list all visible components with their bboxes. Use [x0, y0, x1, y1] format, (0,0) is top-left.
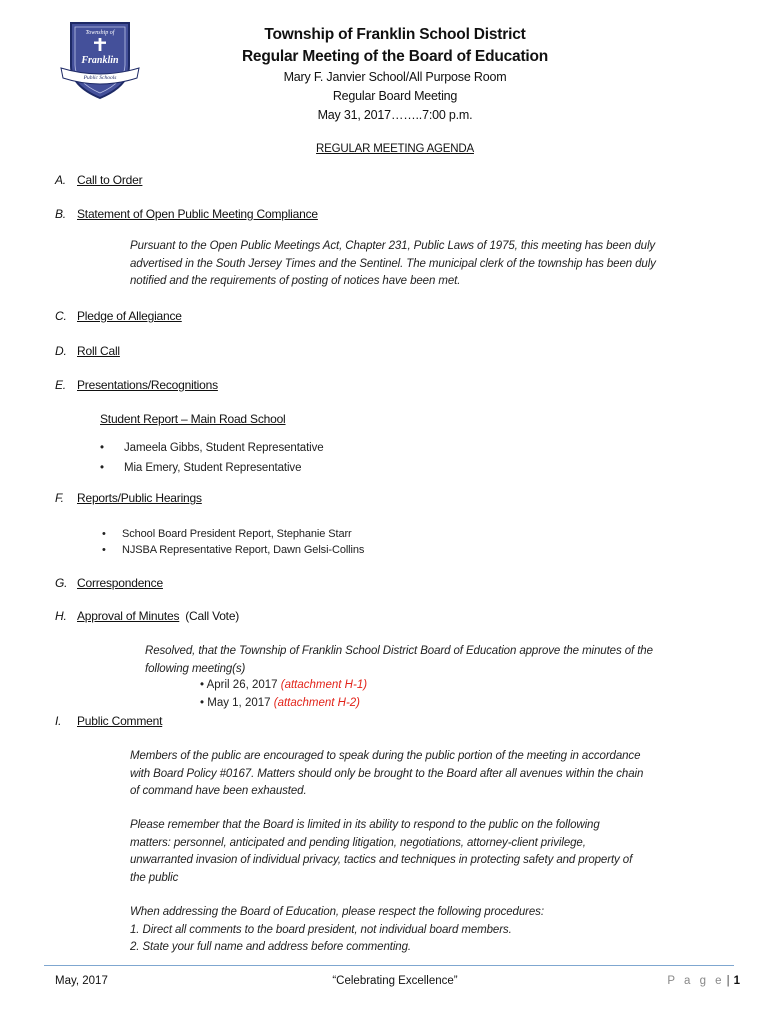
bullet-icon: •	[100, 462, 104, 474]
list-item: • Mia Emery, Student Representative	[100, 462, 302, 474]
section-letter: A.	[55, 173, 66, 187]
page-number: 1	[733, 975, 740, 987]
public-comment-procedures	[130, 904, 544, 957]
section-title: Call to Order	[77, 173, 143, 187]
section-title: Presentations/Recognitions	[77, 378, 218, 392]
list-item: • NJSBA Representative Report, Dawn Gelsi-Collins	[102, 544, 365, 556]
footer-motto: “Celebrating Excellence”	[332, 975, 458, 987]
section-letter: E.	[55, 378, 66, 392]
section-title: Correspondence	[77, 576, 163, 590]
paragraph-line: notified and the requirements of posting of notices have been met.	[130, 275, 461, 287]
bullet-icon: •	[100, 442, 104, 454]
procedures-intro: When addressing the Board of Education, please respect the following procedures:	[130, 906, 544, 918]
section-d-heading	[55, 344, 120, 358]
footer-page-number: P a g e | 1	[667, 975, 740, 987]
procedure-item: 2. State your full name and address before commenting.	[130, 941, 411, 953]
paragraph-line: unwarranted invasion of individual privacy, tactics and techniques in protecting safety and property of	[130, 854, 633, 866]
attachment-link[interactable]: (attachment H-2)	[273, 697, 361, 709]
meeting-date-time: May 31, 2017……..7:00 p.m.	[317, 108, 473, 122]
paragraph-line: Resolved, that the Township of Franklin School District Board of Education approve the minutes of the	[145, 645, 653, 657]
section-title: Reports/Public Hearings	[77, 491, 202, 505]
bullet-icon: •	[102, 544, 106, 556]
section-letter: B.	[55, 207, 66, 221]
minutes-resolution	[145, 643, 653, 678]
section-letter: C.	[55, 309, 67, 323]
compliance-statement	[130, 238, 656, 291]
district-logo	[59, 20, 141, 100]
section-g-heading	[55, 576, 163, 590]
section-e-heading	[55, 378, 218, 392]
paragraph-line: with Board Policy #0167. Matters should only be brought to the Board after all avenues within the chain	[130, 767, 644, 780]
paragraph-line: advertised in the South Jersey Times and the Sentinel. The municipal clerk of the township has been duly	[130, 257, 656, 270]
minutes-date: May 1, 2017	[207, 697, 271, 709]
agenda-title: REGULAR MEETING AGENDA	[316, 143, 474, 155]
section-a-heading	[55, 173, 142, 187]
minutes-item	[200, 697, 360, 709]
section-letter: D.	[55, 344, 67, 358]
minutes-date: April 26, 2017	[206, 679, 278, 691]
page-label: P a g e	[667, 975, 725, 987]
section-h-heading	[55, 609, 239, 623]
procedure-item: 1. Direct all comments to the board president, not individual board members.	[130, 923, 512, 936]
meeting-location: Mary F. Janvier School/All Purpose Room	[283, 70, 507, 84]
paragraph-line: Pursuant to the Open Public Meetings Act, Chapter 231, Public Laws of 1975, this meeting has been duly	[130, 240, 656, 252]
section-letter: F.	[55, 491, 64, 505]
section-title: Roll Call	[77, 344, 120, 358]
logo-name: Franklin	[81, 55, 119, 66]
paragraph-line: following meeting(s)	[145, 662, 246, 675]
section-letter: H.	[55, 609, 67, 623]
public-comment-limits	[130, 817, 632, 887]
logo-top-text: Township of	[85, 30, 115, 36]
section-title: Pledge of Allegiance	[77, 309, 182, 323]
list-item: • Jameela Gibbs, Student Representative	[100, 442, 324, 454]
attachment-link[interactable]: (attachment H-1)	[280, 679, 368, 691]
section-f-heading	[55, 491, 202, 505]
footer-date: May, 2017	[55, 975, 108, 987]
section-letter: G.	[55, 576, 68, 590]
footer-divider	[44, 965, 734, 966]
bullet-icon: •	[200, 679, 205, 691]
section-c-heading	[55, 309, 182, 323]
list-item: • School Board President Report, Stephanie Starr	[102, 528, 352, 540]
paragraph-line: matters: personnel, anticipated and pending litigation, negotiations, attorney-client privilege,	[130, 836, 586, 849]
section-title: Approval of Minutes	[77, 609, 180, 623]
section-title: Statement of Open Public Meeting Compliance	[77, 207, 318, 221]
section-letter: I.	[55, 714, 62, 728]
paragraph-line: the public	[130, 871, 179, 884]
logo-banner-text: Public Schools	[83, 75, 117, 81]
call-vote-note: (Call Vote)	[185, 609, 240, 623]
document-title: Township of Franklin School District	[264, 26, 526, 43]
minutes-item	[200, 679, 367, 691]
section-i-heading	[55, 714, 162, 728]
bullet-icon: •	[102, 528, 106, 540]
paragraph-line: Please remember that the Board is limited in its ability to respond to the public on the following	[130, 819, 600, 831]
section-b-heading	[55, 207, 318, 221]
section-title: Public Comment	[77, 714, 163, 728]
meeting-type: Regular Board Meeting	[332, 89, 458, 103]
document-subtitle: Regular Meeting of the Board of Education	[241, 48, 549, 65]
student-report-heading: Student Report – Main Road School	[100, 412, 286, 426]
bullet-icon: •	[200, 697, 205, 709]
public-comment-intro	[130, 748, 643, 801]
paragraph-line: Members of the public are encouraged to speak during the public portion of the meeting in accordance	[130, 750, 641, 762]
paragraph-line: of command have been exhausted.	[130, 785, 307, 797]
